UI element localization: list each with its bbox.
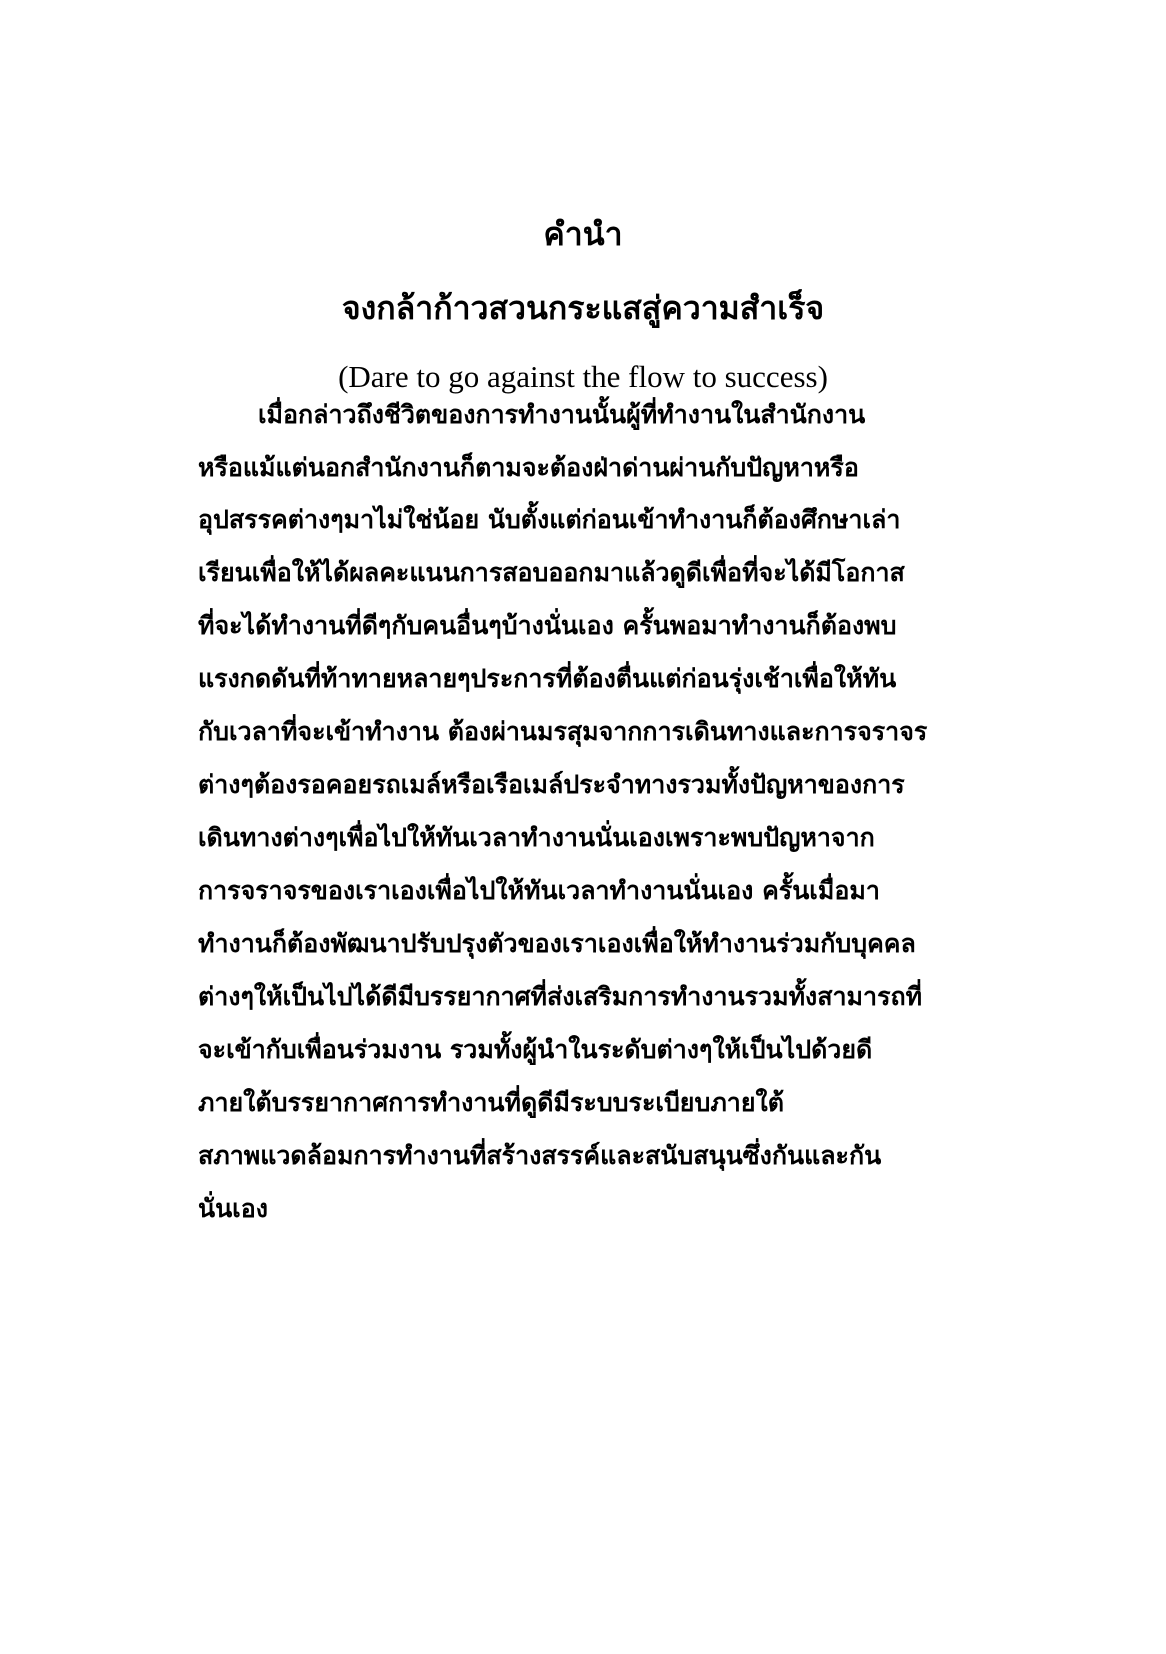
page-subtitle: จงกล้าก้าวสวนกระแสสู่ความสำเร็จ [341,289,825,327]
paragraph-line: การจราจรของเราเองเพื่อไปให้ทันเวลาทำงานนั่นเอง ครั้นเมื่อมา [198,876,880,905]
paragraph-line: แรงกดดันที่ท้าทายหลายๆประการที่ต้องตื่นแต่ก่อนรุ่งเช้าเพื่อให้ทัน [198,664,897,693]
paragraph-line: ต่างๆต้องรอคอยรถเมล์หรือเรือเมล์ประจำทางรวมทั้งปัญหาของการ [198,770,905,799]
paragraph-line: สภาพแวดล้อมการทำงานที่สร้างสรรค์และสนับสนุนซึ่งกันและกัน [198,1141,882,1170]
page-subtitle-english: (Dare to go against the flow to success) [338,359,828,394]
paragraph-line: ภายใต้บรรยากาศการทำงานที่ดูดีมีระบบระเบียบภายใต้ [198,1088,784,1117]
paragraph-line: เรียนเพื่อให้ได้ผลคะแนนการสอบออกมาแล้วดูดีเพื่อที่จะได้มีโอกาส [198,558,905,587]
paragraph-line: เมื่อกล่าวถึงชีวิตของการทำงานนั้นผู้ที่ทำงานในสำนักงาน [258,400,866,429]
paragraph-line: ต่างๆให้เป็นไปได้ดีมีบรรยากาศที่ส่งเสริมการทำงานรวมทั้งสามารถที่ [198,982,923,1011]
paragraph-line: อุปสรรคต่างๆมาไม่ใช่น้อย นับตั้งแต่ก่อนเข้าทำงานก็ต้องศึกษาเล่า [198,505,901,534]
paragraph-line: นั่นเอง [198,1194,268,1223]
page-title: คำนำ [543,215,623,253]
paragraph-line: เดินทางต่างๆเพื่อไปให้ทันเวลาทำงานนั่นเองเพราะพบปัญหาจาก [198,823,875,852]
paragraph-line: จะเข้ากับเพื่อนร่วมงาน รวมทั้งผู้นำในระดับต่างๆให้เป็นไปด้วยดี [198,1035,873,1064]
paragraph-line: กับเวลาที่จะเข้าทำงาน ต้องผ่านมรสุมจากการเดินทางและการจราจร [198,717,928,746]
paragraph-line: ที่จะได้ทำงานที่ดีๆกับคนอื่นๆบ้างนั่นเอง ครั้นพอมาทำงานก็ต้องพบ [198,611,897,640]
paragraph-line: ทำงานก็ต้องพัฒนาปรับปรุงตัวของเราเองเพื่อให้ทำงานร่วมกับบุคคล [198,929,916,958]
paragraph-line: หรือแม้แต่นอกสำนักงานก็ตามจะต้องฝ่าด่านผ่านกับปัญหาหรือ [198,453,859,482]
